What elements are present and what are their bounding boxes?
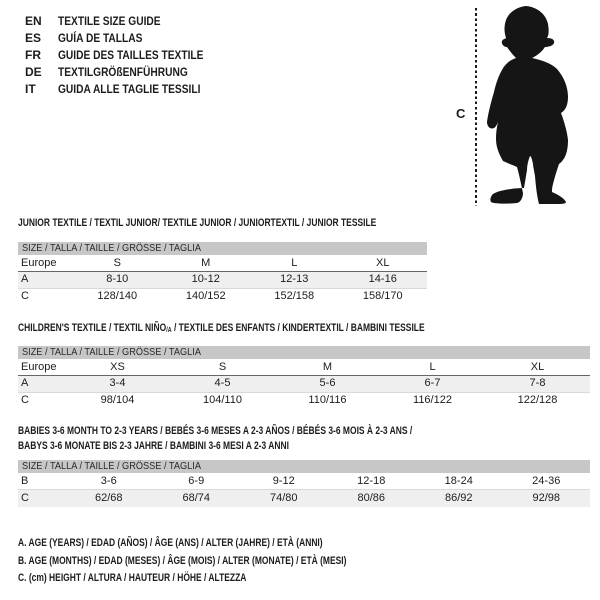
table-row-height: C 128/140 140/152 152/158 158/170 (21, 290, 403, 303)
babies-size-table (18, 460, 590, 507)
junior-section-title: JUNIOR TEXTILE / TEXTIL JUNIOR/ TEXTILE JUNIOR / JUNIORTEXTIL / JUNIOR TESSILE (18, 217, 377, 229)
size-header-bar: SIZE / TALLA / TAILLE / GRÖSSE / TAGLIA (18, 460, 590, 473)
language-list (25, 13, 229, 98)
table-row-height: C 62/68 68/74 74/80 80/86 86/92 92/98 (18, 490, 590, 507)
height-marker-label: C (456, 106, 466, 121)
language-label: GUÍA DE TALLAS (58, 31, 143, 45)
table-row-age: A 8-10 10-12 12-13 14-16 (18, 272, 427, 289)
language-label: GUIDA ALLE TAGLIE TESSILI (58, 82, 201, 96)
height-marker-dashed-line (475, 8, 477, 206)
junior-size-table (18, 242, 427, 305)
language-row-es (25, 30, 229, 47)
baby-silhouette-icon (480, 4, 586, 206)
babies-section-title: BABIES 3-6 MONTH TO 2-3 YEARS / BEBÉS 3-6 MESES A 2-3 AÑOS / BÉBÉS 3-6 MOIS À 2-3 ANS / BABYS 3-6 MONATE BIS 2-3 JAHRE / BAMBINI 3-6 MESI A 2-3 ANNI (18, 425, 413, 452)
subscript-a: /A (166, 327, 172, 334)
language-code: DE (25, 65, 42, 79)
table-row-europe: Europe S M L XL (18, 255, 427, 272)
language-row-fr (25, 47, 229, 64)
footnote-height-cm: C. (cm) HEIGHT / ALTURA / HAUTEUR / HÖHE / ALTEZZA (18, 572, 247, 584)
footnote-age-months: B. AGE (MONTHS) / EDAD (MESES) / ÂGE (MOIS) / ALTER (MONATE) / ETÀ (MESI) (18, 554, 347, 567)
language-code: EN (25, 14, 42, 28)
language-label: GUIDE DES TAILLES TEXTILE (58, 48, 204, 62)
table-row-europe: Europe XS S M L XL (18, 359, 590, 376)
table-row-age-months: B 3-6 6-9 9-12 12-18 18-24 24-36 (18, 473, 590, 490)
size-header-bar: SIZE / TALLA / TAILLE / GRÖSSE / TAGLIA (18, 346, 590, 359)
size-header-bar: SIZE / TALLA / TAILLE / GRÖSSE / TAGLIA (18, 242, 427, 255)
table-row-height: C 98/104 104/110 110/116 116/122 122/128 (21, 394, 558, 407)
language-row-en (25, 13, 229, 30)
language-code: IT (25, 82, 36, 96)
language-row-de (25, 64, 229, 81)
language-code: ES (25, 31, 42, 45)
language-label: TEXTILGRÖßENFÜHRUNG (58, 65, 188, 79)
language-label: TEXTILE SIZE GUIDE (58, 14, 161, 28)
language-code: FR (25, 48, 41, 62)
children-section-title: CHILDREN'S TEXTILE / TEXTIL NIÑO/A / TEXTILE DES ENFANTS / KINDERTEXTIL / BAMBINI TESSILE (18, 322, 425, 334)
footnote-age-years: A. AGE (YEARS) / EDAD (AÑOS) / ÂGE (ANS) / ALTER (JAHRE) / ETÀ (ANNI) (18, 537, 323, 549)
language-row-it (25, 81, 229, 98)
footnotes (18, 535, 445, 588)
children-size-table (18, 346, 590, 409)
table-row-age: A 3-4 4-5 5-6 6-7 7-8 (18, 376, 590, 393)
